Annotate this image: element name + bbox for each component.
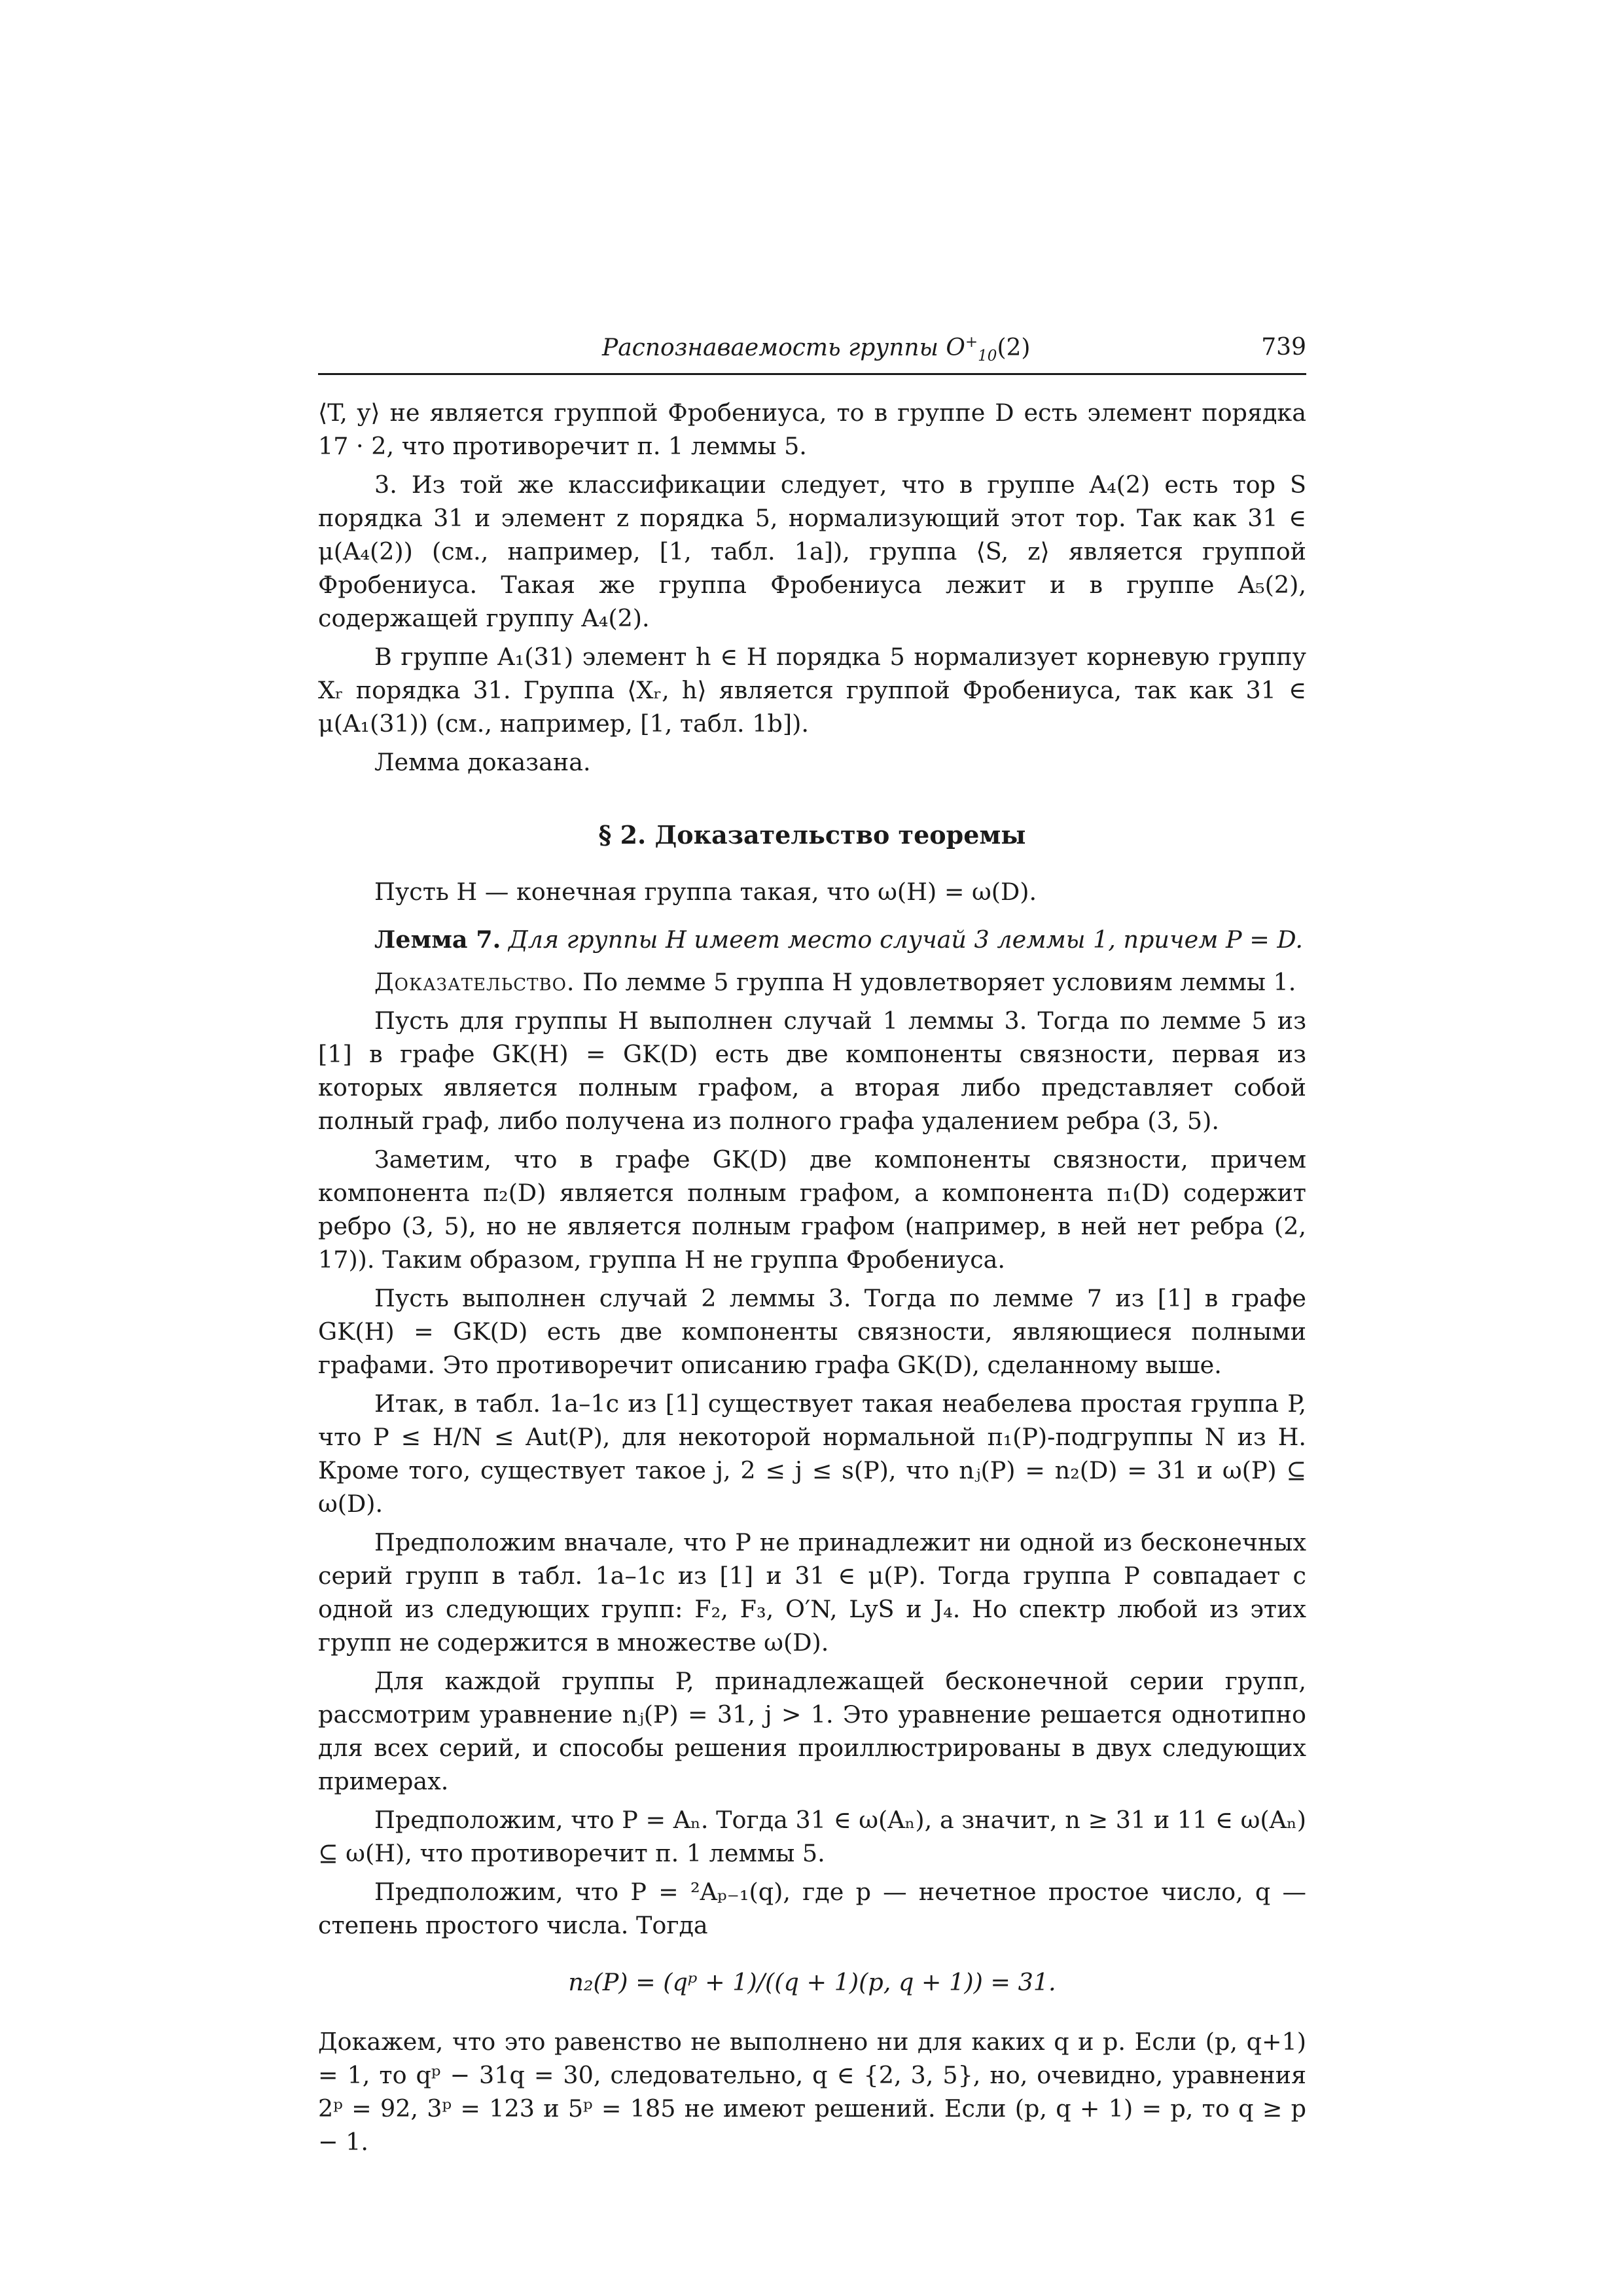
- proof-label: Доказательство.: [374, 968, 575, 996]
- paragraph: Предположим, что P = Aₙ. Тогда 31 ∈ ω(Aₙ), а значит, n ≥ 31 и 11 ∈ ω(Aₙ) ⊆ ω(H), что противоречит п. 1 леммы 5.: [318, 1806, 1306, 1867]
- proof-paragraph: Доказательство. По лемме 5 группа H удовлетворяет условиям леммы 1.: [374, 968, 1296, 996]
- paragraph: Пусть для группы H выполнен случай 1 леммы 3. Тогда по лемме 5 из [1] в графе GK(H) = GK(D) есть две компоненты связности, первая из которых является полным графом, а вторая либо представляет собой полный граф, либо получена из полного графа удалением ребра (3, 5).: [318, 1007, 1306, 1135]
- paragraph: Предположим, что P = ²Aₚ₋₁(q), где p — нечетное простое число, q — степень простого числа. Тогда: [318, 1878, 1306, 1939]
- paragraph: Докажем, что это равенство не выполнено ни для каких q и p. Если (p, q+1) = 1, то qᵖ − 31q = 30, следовательно, q ∈ {2, 3, 5}, но, очевидно, уравнения 2ᵖ = 92, 3ᵖ = 123 и 5ᵖ = 185 не имеют решений. Если (p, q + 1) = p, то q ≥ p − 1.: [318, 2028, 1306, 2156]
- lemma-7: [318, 923, 1306, 956]
- running-title: Распознаваемость группы $O^+_{10}(2)$: [602, 334, 1031, 365]
- lemma-label: Лемма 7.: [374, 925, 501, 954]
- paragraph: Лемма доказана.: [374, 748, 591, 776]
- page-number: 739: [1261, 334, 1306, 361]
- paragraph: Пусть H — конечная группа такая, что ω(H) = ω(D).: [374, 878, 1037, 906]
- display-formula: n₂(P) = (qᵖ + 1)/((q + 1)(p, q + 1)) = 31.: [568, 1968, 1056, 1996]
- paragraph: В группе A₁(31) элемент h ∈ H порядка 5 нормализует корневую группу Xᵣ порядка 31. Группа ⟨Xᵣ, h⟩ является группой Фробениуса, так как 31 ∈ μ(A₁(31)) (см., например, [1, табл. 1b]).: [318, 643, 1306, 738]
- paragraph: Заметим, что в графе GK(D) две компоненты связности, причем компонента π₂(D) является полным графом, а компонента π₁(D) содержит ребро (3, 5), но не является полным графом (например, в ней нет ребра (2, 17)). Таким образом, группа H не группа Фробениуса.: [318, 1145, 1306, 1274]
- paragraph: Пусть выполнен случай 2 леммы 3. Тогда по лемме 7 из [1] в графе GK(H) = GK(D) есть две компоненты связности, являющиеся полными графами. Это противоречит описанию графа GK(D), сделанному выше.: [318, 1284, 1306, 1379]
- paragraph: Для каждой группы P, принадлежащей бесконечной серии групп, рассмотрим уравнение nⱼ(P) = 31, j > 1. Это уравнение решается однотипно для всех серий, и способы решения проиллюстрированы в двух следующих примерах.: [318, 1667, 1306, 1795]
- paragraph: Предположим вначале, что P не принадлежит ни одной из бесконечных серий групп в табл. 1a–1c из [1] и 31 ∈ μ(P). Тогда группа P совпадает с одной из следующих групп: F₂, F₃, O′N, LyS и J₄. Но спектр любой из этих групп не содержится в множестве ω(D).: [318, 1528, 1306, 1657]
- lemma-statement: Для группы H имеет место случай 3 леммы 1, причем P = D.: [508, 925, 1303, 954]
- running-header: [318, 332, 1306, 375]
- paragraph: ⟨T, y⟩ не является группой Фробениуса, то в группе D есть элемент порядка 17 · 2, что противоречит п. 1 леммы 5.: [318, 399, 1306, 460]
- paragraph: Итак, в табл. 1a–1c из [1] существует такая неабелева простая группа P, что P ≤ H/N ≤ Aut(P), для некоторой нормальной π₁(P)-подгруппы N из H. Кроме того, существует такое j, 2 ≤ j ≤ s(P), что nⱼ(P) = n₂(D) = 31 и ω(P) ⊆ ω(D).: [318, 1390, 1306, 1518]
- section-title: § 2. Доказательство теоремы: [598, 820, 1026, 850]
- paragraph: 3. Из той же классификации следует, что в группе A₄(2) есть тор S порядка 31 и элемент z порядка 5, нормализующий этот тор. Так как 31 ∈ μ(A₄(2)) (см., например, [1, табл. 1a]), группа ⟨S, z⟩ является группой Фробениуса. Такая же группа Фробениуса лежит и в группе A₅(2), содержащей группу A₄(2).: [318, 471, 1306, 632]
- page-body: [318, 396, 1306, 2159]
